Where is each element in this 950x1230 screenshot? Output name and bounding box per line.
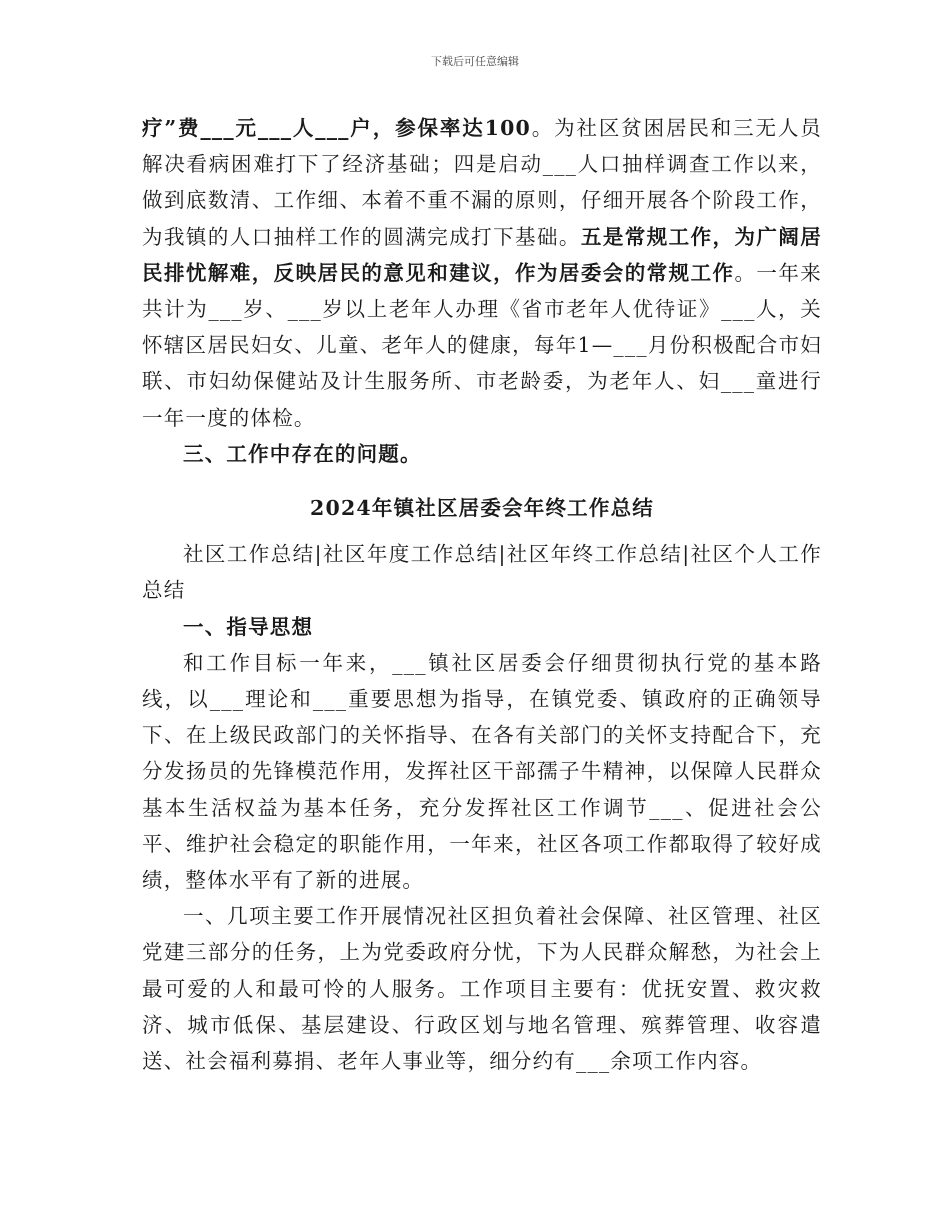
- document-title: 2024年镇社区居委会年终工作总结: [310, 496, 654, 521]
- paragraph-continuation: [142, 110, 822, 436]
- page-header: 下载后可任意编辑: [431, 55, 519, 68]
- body-paragraph: 和工作目标一年来，___镇社区居委会仔细贯彻执行党的基本路线，以___理论和___重要思想为指导，在镇党委、镇政府的正确领导下、在上级民政部门的关怀指导、在各有关部门的关怀支持配合下，充分发扬员的先锋模范作用，发挥社区干部孺子牛精神，以保障人民群众基本生活权益为基本任务，充分发挥社区工作调节___、促进社会公平、维护社会稳定的职能作用，一年来，社区各项工作都取得了较好成绩，整体水平有了新的进展。: [142, 650, 822, 893]
- body-text: 。为社区贫困居民和三无人员解决看病困难打下了经济基础；四是启动___人口抽样调查工作以来，做到底数清、工作细、本着不重不漏的原则，仔细开展各个阶段工作，为我镇的人口抽样工作的圆满完成打下基础。: [142, 116, 822, 249]
- document-body: [142, 110, 822, 1079]
- body-text: 。一年来共计为___岁、___岁以上老年人办理《省市老年人优待证》___人，关怀辖区居民妇女、儿童、老年人的健康，每年1—___月份积极配合市妇联、市妇幼保健站及计生服务所、市老龄委，为老年人、妇___童进行一年一度的体检。: [142, 260, 822, 430]
- bold-text: 五是常规工作，为广阔居民排忧解难，反映居民的意见和建议，作为居委会的常规工作: [142, 224, 823, 285]
- body-paragraph: 一、几项主要工作开展情况社区担负着社会保障、社区管理、社区党建三部分的任务，上为党委政府分忧，下为人民群众解愁，为社会上最可爱的人和最可怜的人服务。工作项目主要有：优抚安置、救灾救济、城市低保、基层建设、行政区划与地名管理、殡葬管理、收容遣送、社会福利募捐、老年人事业等，细分约有___余项工作内容。: [142, 904, 822, 1074]
- tags-line: 社区工作总结|社区年度工作总结|社区年终工作总结|社区个人工作总结: [142, 542, 822, 603]
- section-heading: 三、工作中存在的问题。: [183, 441, 422, 466]
- bold-text: 疗”费___元___人___户，参保率达100: [142, 116, 532, 140]
- section-heading: 一、指导思想: [183, 614, 314, 639]
